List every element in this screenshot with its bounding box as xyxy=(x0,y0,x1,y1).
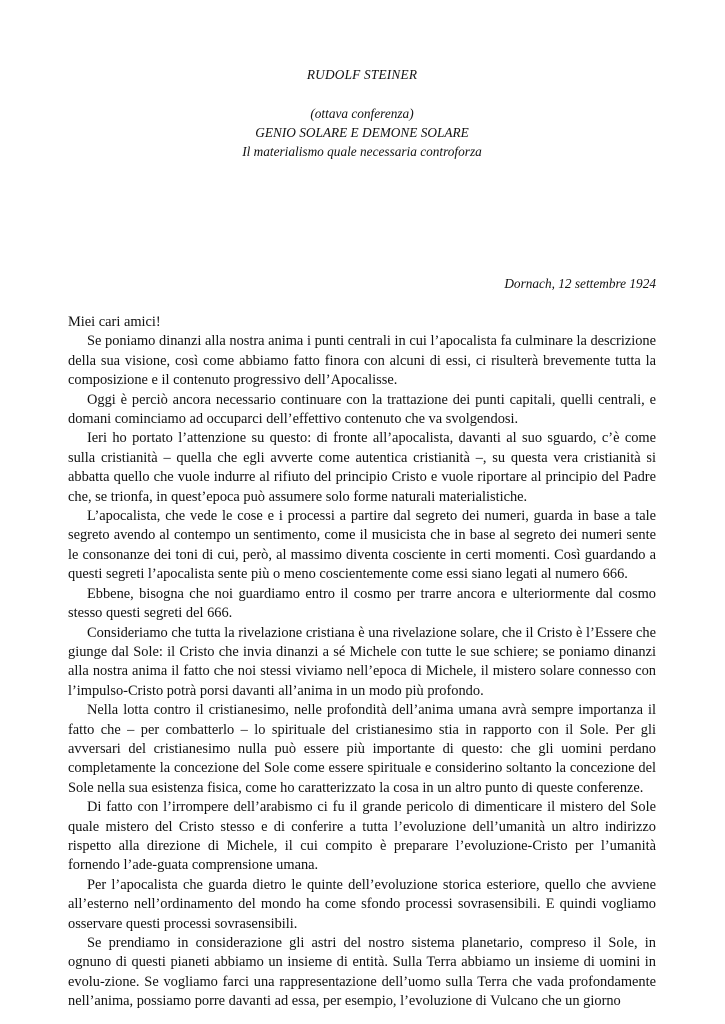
body-paragraph: Nella lotta contro il cristianesimo, nelle profondità dell’anima umana avrà sempre importanza il fatto che – per combatterlo – lo spirituale del cristianesimo stia in rapporto con il Sole. Per gli avversari del cristianesimo nulla può essere più importante di questo: che gli uomini perdano completamente la concezione del Sole come essere spirituale e considerino soltanto la concezione del Sole nella sua esistenza fisica, come ho caratterizzato la cosa in un altro punto di queste conferenze. xyxy=(68,702,656,796)
author-name: RUDOLF STEINER xyxy=(306,67,418,82)
body-paragraph: Ebbene, bisogna che noi guardiamo entro il cosmo per trarre ancora e ulteriormente dal cosmo stesso questi segreti del 666. xyxy=(68,585,656,622)
dateline: Dornach, 12 settembre 1924 xyxy=(504,276,656,291)
body-paragraph: Per l’apocalista che guarda dietro le quinte dell’evoluzione storica esteriore, quello che avviene all’esterno nell’ordinamento del mondo ha come sfondo processi sovrasensibili. E quindi vogliamo osservare questi processi sovrasensibili. xyxy=(68,876,656,932)
body-paragraph: L’apocalista, che vede le cose e i processi a partire dal segreto dei numeri, guarda in base a tale segreto avendo al contempo un sentimento, come il musicista che in base al segreto dei numeri sente le consonanze dei toni di cui, però, al massimo diventa cosciente in certi momenti. Così guardando a questi segreti l’apocalista sente più o meno coscientemente come essi siano legati al numero 666. xyxy=(68,508,656,583)
lecture-body xyxy=(68,313,656,1012)
body-paragraph: Consideriamo che tutta la rivelazione cristiana è una rivelazione solare, che il Cristo è l’Essere che giunge dal Sole: il Cristo che invia dinanzi a sé Michele con tutte le sue schiere; se poniamo dinanzi alla nostra anima il fatto che noi stessi viviamo nell’epoca di Michele, il mistero solare connesso con l’impulso-Cristo potrà porsi davanti all’anima in un modo più profondo. xyxy=(68,624,656,699)
salutation: Miei cari amici! xyxy=(68,314,161,330)
lecture-heading xyxy=(68,104,656,161)
body-paragraph: Se prendiamo in considerazione gli astri del nostro sistema planetario, compreso il Sole, in ognuno di questi pianeti abbiamo un insieme di entità. Sulla Terra abbiamo un insieme di uomini in evolu-zione. Se vogliamo farci una rappresentazione dell’uomo sulla Terra che vada profondamente nell’anima, possiamo porre davanti ad essa, per esempio, l’evoluzione di Vulcano che un giorno xyxy=(68,935,656,1010)
lecture-title: GENIO SOLARE E DEMONE SOLARE xyxy=(255,125,469,140)
body-paragraph: Di fatto con l’irrompere dell’arabismo ci fu il grande pericolo di dimenticare il mistero del Sole quale mistero del Cristo stesso e di conferire a tutta l’evoluzione dell’umanità un altro indirizzo rispetto alla direzione di Michele, il cui compito è preparare l’evoluzione-Cristo per l’umanità fornendo l’ade-guata comprensione umana. xyxy=(68,799,656,874)
lecture-number: (ottava conferenza) xyxy=(310,106,414,121)
body-paragraph: Se poniamo dinanzi alla nostra anima i punti centrali in cui l’apocalista fa culminare la descrizione della sua visione, così come abbiamo fatto finora con alcuni di essi, ci risulterà brevemente tutta la composizione e il contenuto progressivo dell’Apocalisse. xyxy=(68,333,656,389)
body-paragraph: Oggi è perciò ancora necessario continuare con la trattazione dei punti capitali, quelli centrali, e domani cominciamo ad occuparci dell’effettivo contenuto che va svolgendosi. xyxy=(68,391,656,428)
body-paragraph: Ieri ho portato l’attenzione su questo: di fronte all’apocalista, davanti al suo sguardo, c’è come sulla cristianità – quella che egli avverte come autentica cristianità –, su questa vera cristianità si abbatta quello che vuole indurre al rifiuto del principio Cristo e vuole riportare al principio del Padre che, se trionfa, in quest’epoca può assumere solo forme naturali materialistiche. xyxy=(68,430,656,505)
lecture-subtitle: Il materialismo quale necessaria controforza xyxy=(242,144,482,159)
